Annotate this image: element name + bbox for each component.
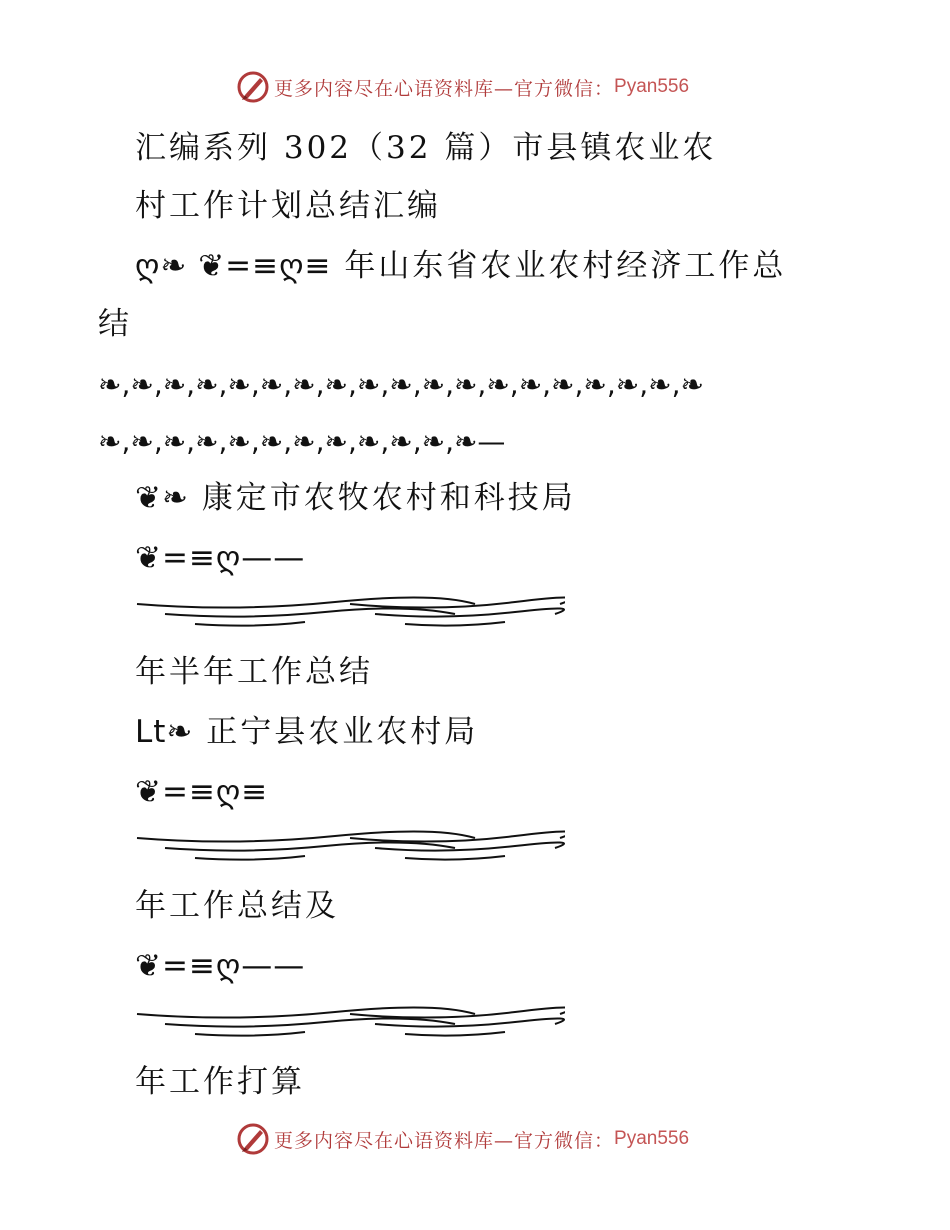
doc-title-line-1: 汇编系列 302（32 篇）市县镇农业农 — [135, 130, 717, 166]
item-4-line — [135, 712, 478, 752]
garbled-glyph-row-1: ❧,❧,❧,❧,❧,❧,❧,❧,❧,❧,❧,❧,❧,❧,❧,❧,❧,❧,❧ — [98, 368, 704, 401]
pen-logo-icon — [236, 1122, 270, 1156]
item-1-continuation: 结 — [98, 306, 132, 342]
item-3-line: 年半年工作总结 — [135, 654, 373, 690]
garbled-glyph-ornament: Lt❧ — [135, 714, 194, 750]
item-6-line: 年工作打算 — [135, 1064, 305, 1100]
footer-banner — [236, 1122, 689, 1156]
header-banner — [236, 70, 689, 104]
banner-wechat-id: Pyan556 — [614, 76, 690, 97]
wave-ornament-3 — [135, 1004, 565, 1044]
item-4-text: 正宁县农业农村局 — [206, 714, 479, 750]
banner-wechat-id: Pyan556 — [614, 1128, 690, 1149]
garbled-glyph-ornament-3: ❦=≡ღ≡ — [135, 774, 269, 810]
item-1-text: 年山东省农业农村经济工作总 — [344, 248, 787, 284]
garbled-glyph-ornament-2: ❦=≡ღ—— — [135, 540, 306, 576]
pen-logo-icon — [236, 70, 270, 104]
wave-ornament-2 — [135, 828, 565, 868]
item-5-line: 年工作总结及 — [135, 888, 339, 924]
item-1-line — [135, 246, 786, 286]
wave-ornament-1 — [135, 594, 565, 634]
banner-text: 更多内容尽在心语资料库—官方微信： — [274, 1129, 615, 1152]
item-2-line — [135, 478, 576, 518]
garbled-glyph-ornament: ❦❧ — [135, 480, 189, 516]
garbled-glyph-ornament: ღ❧ ❦=≡ღ≡ — [135, 248, 332, 284]
banner-text: 更多内容尽在心语资料库—官方微信： — [274, 77, 615, 100]
garbled-glyph-row-2: ❧,❧,❧,❧,❧,❧,❧,❧,❧,❧,❧,❧— — [98, 425, 506, 458]
garbled-glyph-ornament-4: ❦=≡ღ—— — [135, 948, 306, 984]
item-2-text: 康定市农牧农村和科技局 — [201, 480, 576, 516]
doc-title-line-2: 村工作计划总结汇编 — [135, 188, 441, 224]
